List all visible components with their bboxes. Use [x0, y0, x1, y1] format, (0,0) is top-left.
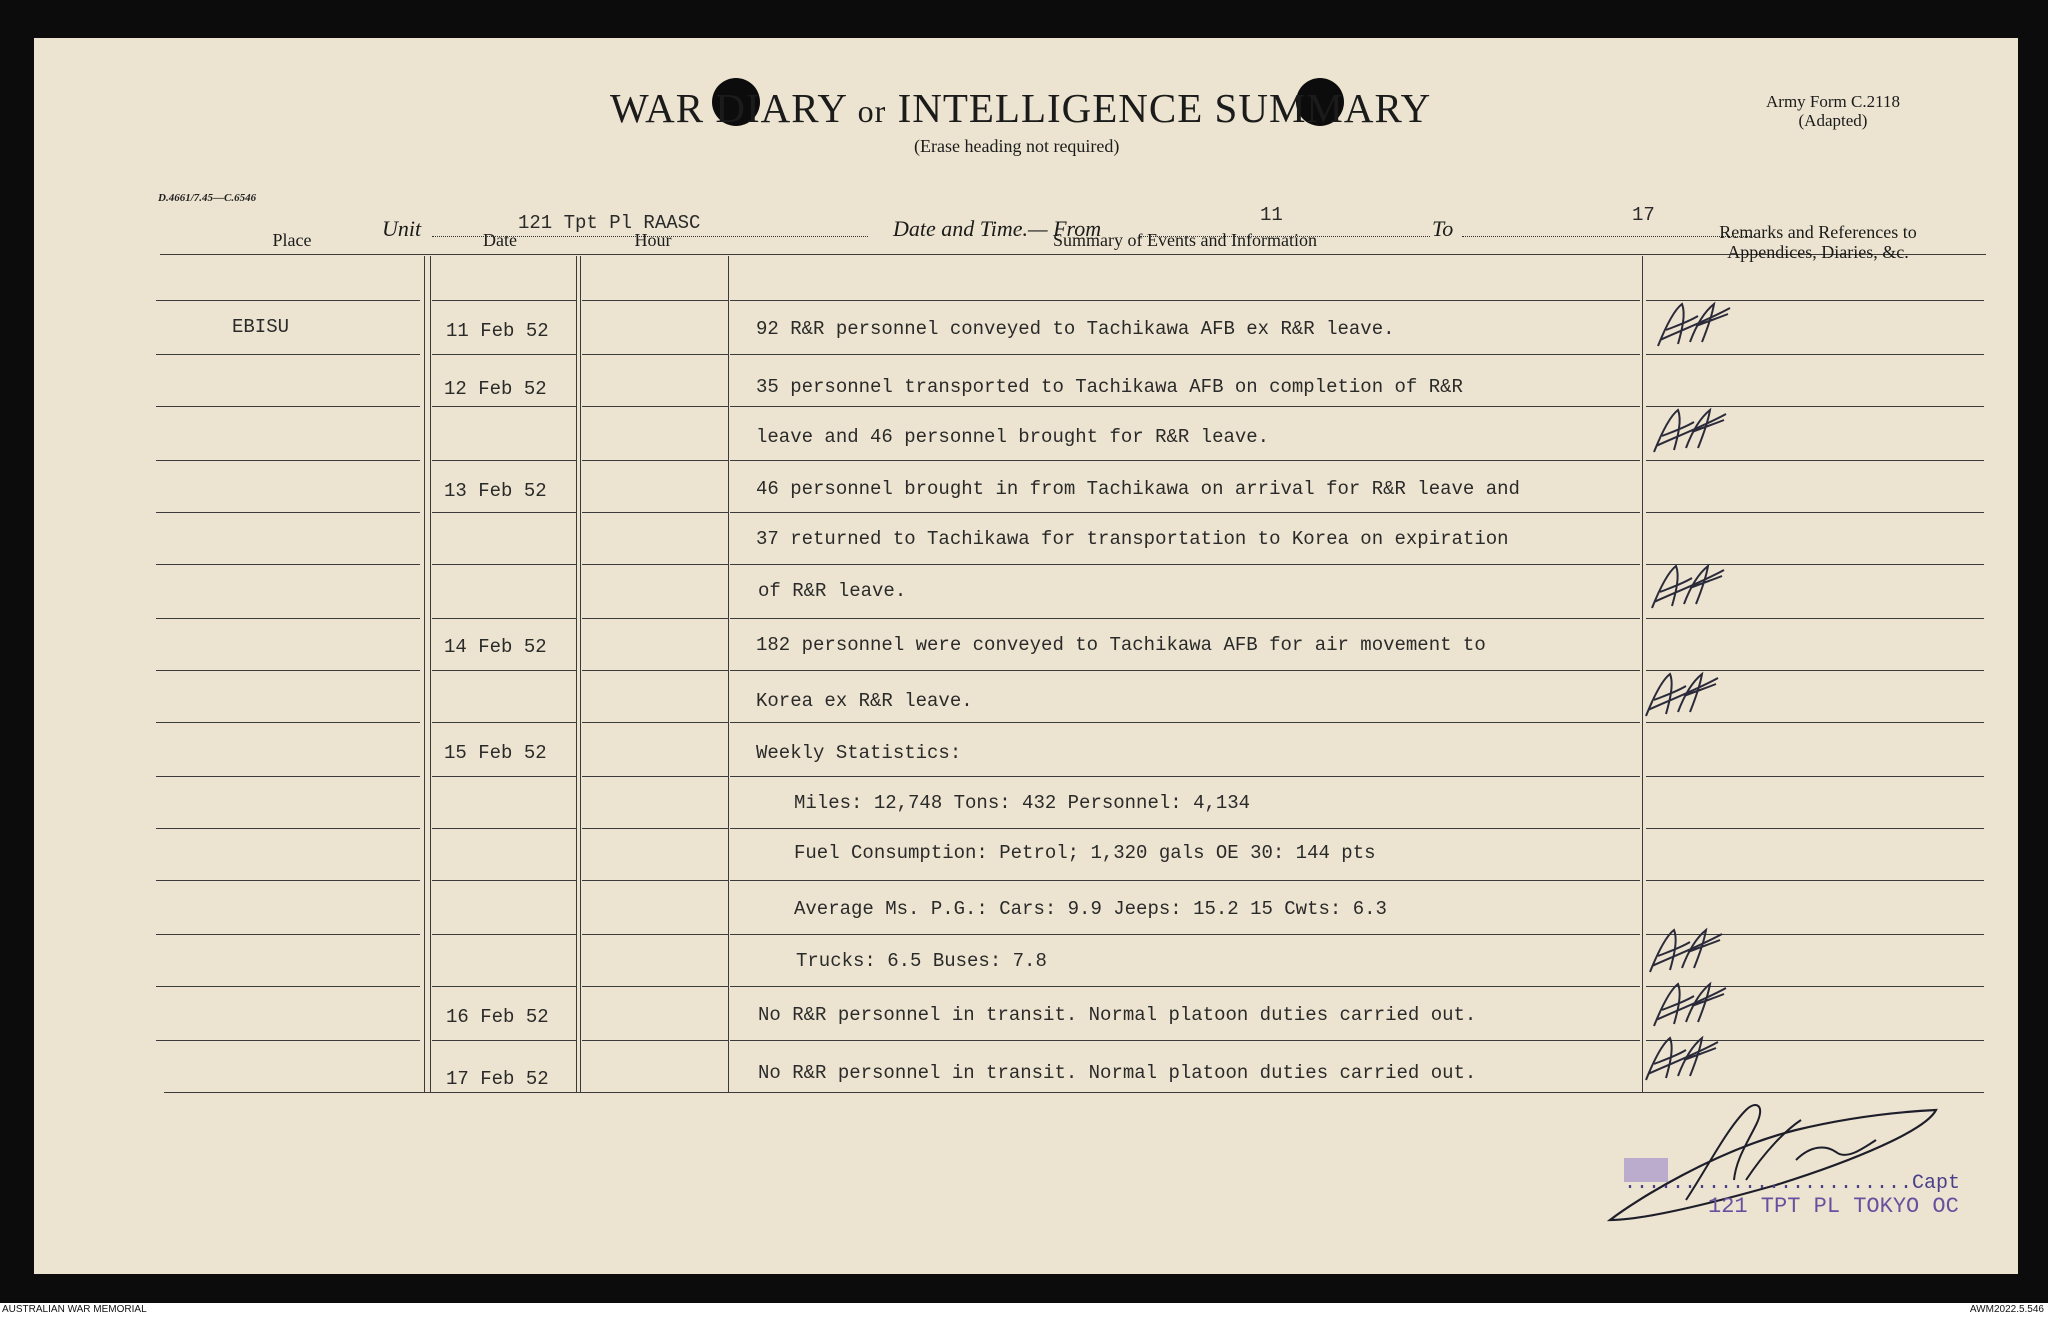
- row-rule: [582, 722, 728, 723]
- row-rule: [1646, 354, 1984, 355]
- row-rule: [582, 828, 728, 829]
- row-rule: [730, 880, 1640, 881]
- row-rule: [156, 670, 420, 671]
- row-rule: [432, 986, 576, 987]
- unit-value: 121 Tpt Pl RAASC: [518, 212, 701, 234]
- row-rule: [1646, 722, 1984, 723]
- form-subtitle: (Erase heading not required): [914, 136, 1120, 156]
- row-rule: [156, 722, 420, 723]
- date-label: Date and Time.— From: [893, 216, 1102, 241]
- row-rule: [432, 670, 576, 671]
- row-rule: [1646, 618, 1984, 619]
- row-rule: [730, 460, 1640, 461]
- row-rule: [432, 406, 576, 407]
- summary-line: 35 personnel transported to Tachikawa AFB on completion of R&R: [756, 376, 1463, 398]
- header-date: Date: [483, 230, 517, 250]
- summary-line: 37 returned to Tachikawa for transportation to Korea on expiration: [756, 528, 1509, 550]
- row-rule: [730, 1040, 1640, 1041]
- row-rule: [730, 618, 1640, 619]
- row-rule: [582, 564, 728, 565]
- title-part1: WAR DIARY: [610, 85, 847, 131]
- initials-mark: [1644, 922, 1724, 978]
- header-remarks-line2: Appendices, Diaries, &c.: [1727, 242, 1909, 262]
- print-code: D.4661/7.45—C.6546: [158, 192, 257, 204]
- row-rule: [432, 460, 576, 461]
- row-rule: [582, 880, 728, 881]
- date-cell: 15 Feb 52: [444, 742, 547, 764]
- row-rule: [730, 512, 1640, 513]
- header-place: Place: [272, 230, 312, 250]
- row-rule: [156, 512, 420, 513]
- unit-stamp: 121 TPT PL TOKYO OC: [1708, 1194, 1959, 1219]
- summary-line: Weekly Statistics:: [756, 742, 962, 764]
- row-rule: [156, 1040, 420, 1041]
- row-rule: [582, 670, 728, 671]
- initials-mark: [1646, 558, 1726, 614]
- date-cell: 16 Feb 52: [446, 1006, 549, 1028]
- row-rule: [730, 722, 1640, 723]
- column-divider-date: [576, 256, 577, 1092]
- row-rule: [432, 722, 576, 723]
- row-rule: [730, 670, 1640, 671]
- row-rule: [156, 618, 420, 619]
- row-rule: [156, 934, 420, 935]
- row-rule: [156, 880, 420, 881]
- row-rule: [432, 564, 576, 565]
- initials-mark: [1648, 976, 1728, 1032]
- row-rule: [156, 406, 420, 407]
- footer-accession: AWM2022.5.546: [1969, 1304, 2044, 1315]
- date-cell: 12 Feb 52: [444, 378, 547, 400]
- row-rule: [582, 1040, 728, 1041]
- row-rule: [582, 406, 728, 407]
- date-from-value: 11: [1260, 204, 1283, 226]
- row-rule: [582, 300, 728, 301]
- row-rule: [1646, 828, 1984, 829]
- header-remarks-line1: Remarks and References to: [1719, 222, 1917, 242]
- initials-mark: [1640, 1030, 1720, 1086]
- row-rule: [1646, 512, 1984, 513]
- column-divider-hour-left: [580, 256, 581, 1092]
- to-label: To: [1432, 216, 1454, 241]
- form-number-text: Army Form C.2118: [1766, 92, 1900, 111]
- row-rule: [582, 934, 728, 935]
- initials-mark: [1648, 402, 1728, 458]
- summary-line: No R&R personnel in transit. Normal platoon duties carried out.: [758, 1062, 1477, 1084]
- summary-line: Korea ex R&R leave.: [756, 690, 973, 712]
- form-title: [610, 84, 1510, 132]
- title-or: or: [857, 93, 887, 129]
- header-remarks: [1648, 222, 1988, 262]
- row-rule: [156, 986, 420, 987]
- summary-line: Average Ms. P.G.: Cars: 9.9 Jeeps: 15.2 15 Cwts: 6.3: [794, 898, 1387, 920]
- row-rule: [582, 986, 728, 987]
- row-rule: [730, 986, 1640, 987]
- row-rule: [582, 776, 728, 777]
- summary-line: 92 R&R personnel conveyed to Tachikawa AFB ex R&R leave.: [756, 318, 1395, 340]
- column-divider-place: [424, 256, 425, 1092]
- header-hour: Hour: [634, 230, 672, 250]
- footer-credit: AUSTRALIAN WAR MEMORIAL: [2, 1304, 147, 1315]
- place-cell: EBISU: [232, 316, 290, 338]
- row-rule: [730, 934, 1640, 935]
- row-rule: [432, 618, 576, 619]
- form-adapted-text: (Adapted): [1798, 111, 1868, 130]
- row-rule: [156, 300, 420, 301]
- row-rule: [730, 776, 1640, 777]
- row-rule: [156, 776, 420, 777]
- row-rule: [730, 406, 1640, 407]
- summary-line: Trucks: 6.5 Buses: 7.8: [796, 950, 1047, 972]
- row-rule: [730, 828, 1640, 829]
- summary-line: No R&R personnel in transit. Normal platoon duties carried out.: [758, 1004, 1477, 1026]
- signature-dots-capt: ........................Capt: [1624, 1172, 1961, 1195]
- row-rule: [730, 564, 1640, 565]
- initials-mark: [1652, 296, 1732, 352]
- summary-line: leave and 46 personnel brought for R&R leave.: [756, 426, 1270, 448]
- initials-mark: [1640, 666, 1720, 722]
- unit-label: Unit: [382, 216, 422, 241]
- row-rule: [432, 828, 576, 829]
- date-cell: 11 Feb 52: [446, 320, 549, 342]
- row-rule: [432, 776, 576, 777]
- row-rule: [432, 934, 576, 935]
- summary-line: 182 personnel were conveyed to Tachikawa AFB for air movement to: [756, 634, 1486, 656]
- summary-line: of R&R leave.: [758, 580, 907, 602]
- row-rule: [156, 828, 420, 829]
- row-rule: [156, 354, 420, 355]
- row-rule: [432, 1040, 576, 1041]
- row-rule: [582, 354, 728, 355]
- summary-line: Fuel Consumption: Petrol; 1,320 gals OE 30: 144 pts: [794, 842, 1376, 864]
- row-rule: [582, 618, 728, 619]
- row-rule: [582, 460, 728, 461]
- summary-line: Miles: 12,748 Tons: 432 Personnel: 4,134: [794, 792, 1251, 814]
- form-number: [1766, 92, 1900, 130]
- summary-line: 46 personnel brought in from Tachikawa on arrival for R&R leave and: [756, 478, 1520, 500]
- footer-bar: [0, 1303, 2048, 1317]
- date-cell: 17 Feb 52: [446, 1068, 549, 1090]
- row-rule: [1646, 460, 1984, 461]
- row-rule: [432, 300, 576, 301]
- column-divider-date-left: [430, 256, 431, 1092]
- row-rule: [432, 512, 576, 513]
- date-cell: 13 Feb 52: [444, 480, 547, 502]
- row-rule: [1646, 880, 1984, 881]
- row-rule: [730, 300, 1640, 301]
- row-rule: [156, 460, 420, 461]
- row-rule: [432, 880, 576, 881]
- row-rule: [582, 512, 728, 513]
- column-divider-hour: [728, 256, 729, 1092]
- date-to-value: 17: [1632, 204, 1655, 226]
- row-rule: [1646, 776, 1984, 777]
- date-cell: 14 Feb 52: [444, 636, 547, 658]
- row-rule: [730, 354, 1640, 355]
- row-rule: [432, 354, 576, 355]
- row-rule: [156, 564, 420, 565]
- header-summary: Summary of Events and Information: [1053, 230, 1317, 250]
- title-part2: INTELLIGENCE SUMMARY: [897, 85, 1432, 131]
